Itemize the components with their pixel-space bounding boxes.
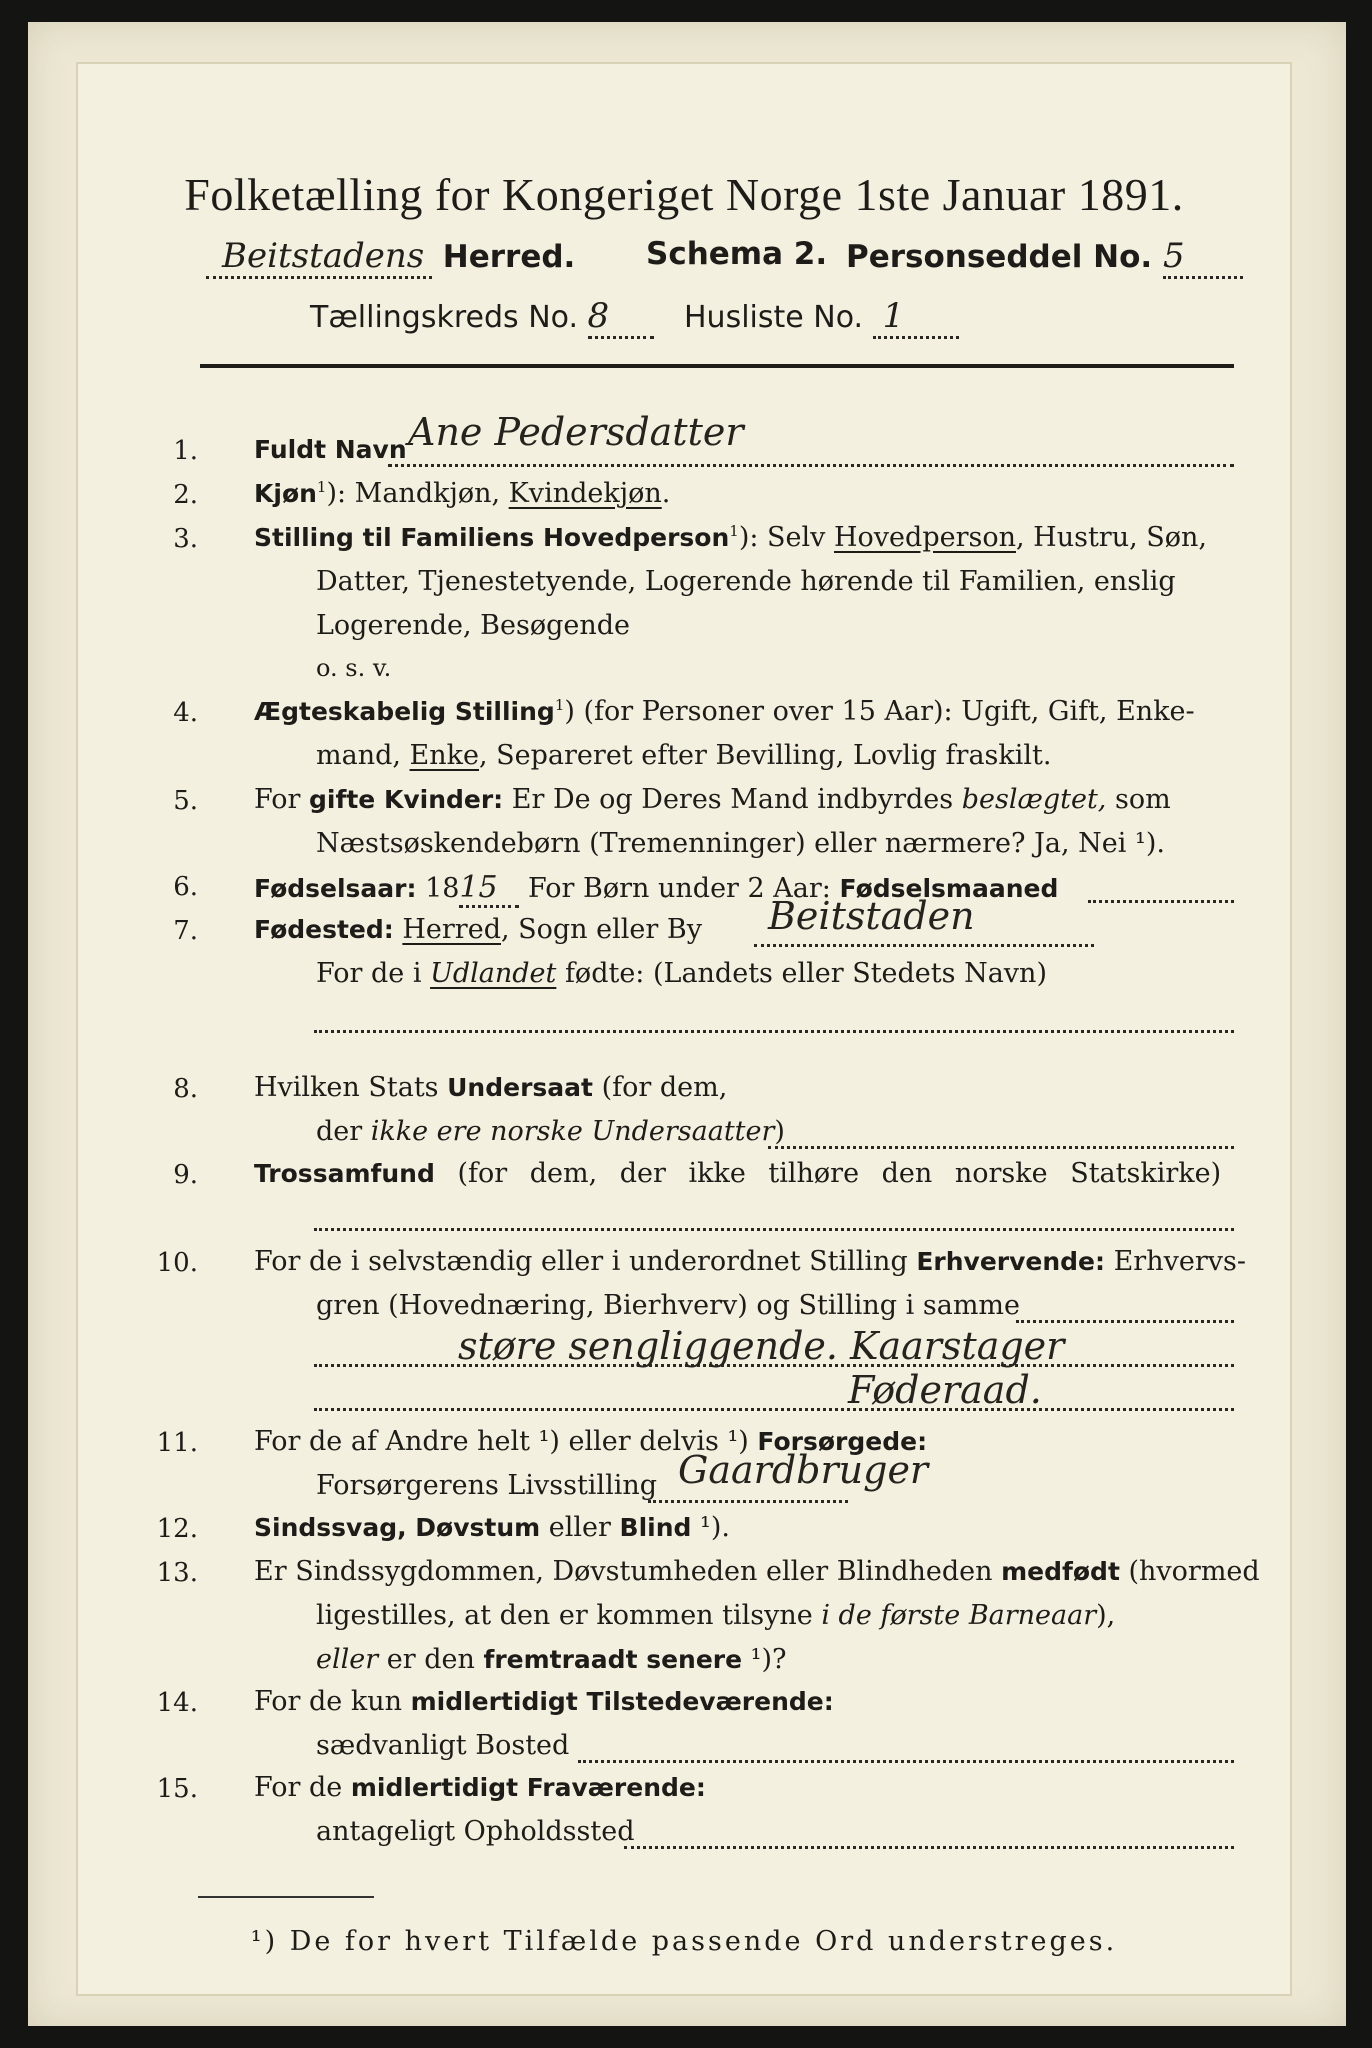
provider-field [648, 1500, 848, 1503]
supported-line-2: Forsørgerens Livsstilling [316, 1470, 658, 1501]
occupation-line: For de i selvstændig eller i underordnet Stilling Erhvervende: Erhvervs- [254, 1246, 1246, 1277]
congenital-line: Er Sindssygdommen, Døvstumheden eller Blindheden medfødt (hvormed [254, 1556, 1260, 1587]
temporary-residence-field [624, 1846, 1234, 1849]
occupation-field-3 [314, 1408, 1234, 1411]
item-number: 3. [173, 524, 198, 554]
schema-label: Schema 2. [646, 236, 828, 272]
occupation-value-1: støre sengliggende. Kaarstager [458, 1324, 1065, 1368]
item-number: 2. [173, 480, 198, 510]
supported-line: For de af Andre helt ¹) eller delvis ¹) Forsørgede: [254, 1426, 928, 1457]
religion-field [314, 1228, 1234, 1231]
occupation-field-1 [1016, 1320, 1234, 1323]
item-number: 9. [173, 1160, 198, 1190]
disability-line: Sindssvag, Døvstum eller Blind ¹). [254, 1512, 730, 1543]
husliste-value: 1 [873, 296, 959, 339]
item-number: 7. [173, 916, 198, 946]
foreign-birthplace-field [314, 1030, 1234, 1033]
herred-value: Beitstadens [206, 236, 432, 279]
congenital-line-3: eller er den fremtraadt senere ¹)? [316, 1644, 787, 1675]
temporary-absent-line: For de midlertidigt Fraværende: [254, 1772, 706, 1803]
birthplace-line-2: For de i Udlandet fødte: (Landets eller Stedets Navn) [316, 958, 1047, 989]
item-number: 12. [156, 1514, 198, 1544]
item-number: 5. [173, 786, 198, 816]
family-position-line-3: Logerende, Besøgende [316, 610, 630, 641]
married-women-line: For gifte Kvinder: Er De og Deres Mand indbyrdes beslægtet, som [254, 784, 1171, 815]
husliste-line [684, 296, 959, 339]
kreds-line [310, 296, 654, 339]
form-title: Folketælling for Kongeriget Norge 1ste Januar 1891. [184, 169, 1184, 220]
footnote-rule [198, 1896, 374, 1898]
item-number: 1. [173, 436, 198, 466]
family-position-line-4: o. s. v. [316, 654, 392, 682]
birth-month-field [1088, 900, 1234, 903]
temporary-absent-line-2: antageligt Opholdssted [316, 1816, 635, 1847]
family-position-selected: Hovedperson [834, 522, 1016, 553]
birth-year-line: Fødselsaar: 1815 For Børn under 2 Aar: Fødselsmaaned [254, 870, 1058, 908]
temporary-present-line-2: sædvanligt Bosted [316, 1730, 570, 1761]
usual-residence-field [578, 1760, 1234, 1763]
item-number: 10. [156, 1248, 198, 1278]
family-position-line: Stilling til Familiens Hovedperson$^1$): Selv Hovedperson, Hustru, Søn, [254, 522, 1207, 553]
provider-value: Gaardbruger [678, 1448, 929, 1492]
married-women-line-2: Næstsøskendebørn (Tremenninger) eller nærmere? Ja, Nei ¹). [316, 828, 1165, 859]
personseddel-label: Personseddel No. [846, 239, 1153, 275]
birthplace-field [754, 944, 1094, 947]
citizenship-field [768, 1146, 1234, 1149]
item-number: 4. [173, 698, 198, 728]
herred-label: Herred. [442, 239, 576, 275]
item-number: 13. [156, 1558, 198, 1588]
citizenship-line: Hvilken Stats Undersaat (for dem, [254, 1072, 728, 1103]
gender-selected: Kvindekjøn [508, 478, 662, 509]
marital-status-line: Ægteskabelig Stilling$^1$) (for Personer over 15 Aar): Ugift, Gift, Enke- [254, 696, 1195, 727]
marital-status-line-2: mand, Enke, Separeret efter Bevilling, Lovlig fraskilt. [316, 740, 1052, 771]
citizenship-line-2: der ikke ere norske Undersaatter) [316, 1116, 785, 1147]
item-number: 8. [173, 1074, 198, 1104]
occupation-line-2: gren (Hovednæring, Bierhverv) og Stilling i samme [316, 1290, 1021, 1321]
marital-status-selected: Enke [409, 740, 479, 771]
birthplace-line: Fødested: Herred, Sogn eller By [254, 914, 702, 945]
husliste-label: Husliste No. [684, 300, 864, 335]
full-name-value: Ane Pedersdatter [408, 410, 744, 454]
gender-line: Kjøn$^1$): Mandkjøn, Kvindekjøn. [254, 478, 671, 509]
item-number: 15. [156, 1774, 198, 1804]
full-name-field [388, 464, 1234, 467]
paper-sheet [28, 22, 1346, 2026]
family-position-line-2: Datter, Tjenestetyende, Logerende hørende til Familien, enslig [316, 566, 1176, 597]
kreds-label: Tællingskreds No. [310, 300, 578, 335]
religion-line: Trossamfund (for dem, der ikke tilhøre den norske Statskirke) [254, 1158, 1222, 1189]
kreds-value: 8 [588, 296, 654, 339]
full-name-label: Fuldt Navn [254, 435, 407, 464]
temporary-present-line: For de kun midlertidigt Tilstedeværende: [254, 1686, 834, 1717]
item-number: 14. [156, 1688, 198, 1718]
congenital-line-2: ligestilles, at den er kommen tilsyne i de første Barneaar), [316, 1600, 1116, 1631]
header-rule [200, 364, 1234, 368]
birthplace-value: Beitstaden [768, 894, 975, 938]
occupation-value-2: Føderaad. [848, 1368, 1042, 1412]
personseddel-value: 5 [1163, 236, 1243, 279]
footnote: ¹) De for hvert Tilfælde passende Ord understreges. [250, 1926, 1118, 1957]
birth-year-value: 15 [459, 870, 519, 908]
herred-line [206, 236, 575, 279]
birthplace-selected: Herred [402, 914, 501, 945]
census-form [76, 62, 1292, 1996]
personseddel-line [846, 236, 1243, 279]
item-number: 11. [156, 1428, 198, 1458]
item-number: 6. [173, 872, 198, 902]
